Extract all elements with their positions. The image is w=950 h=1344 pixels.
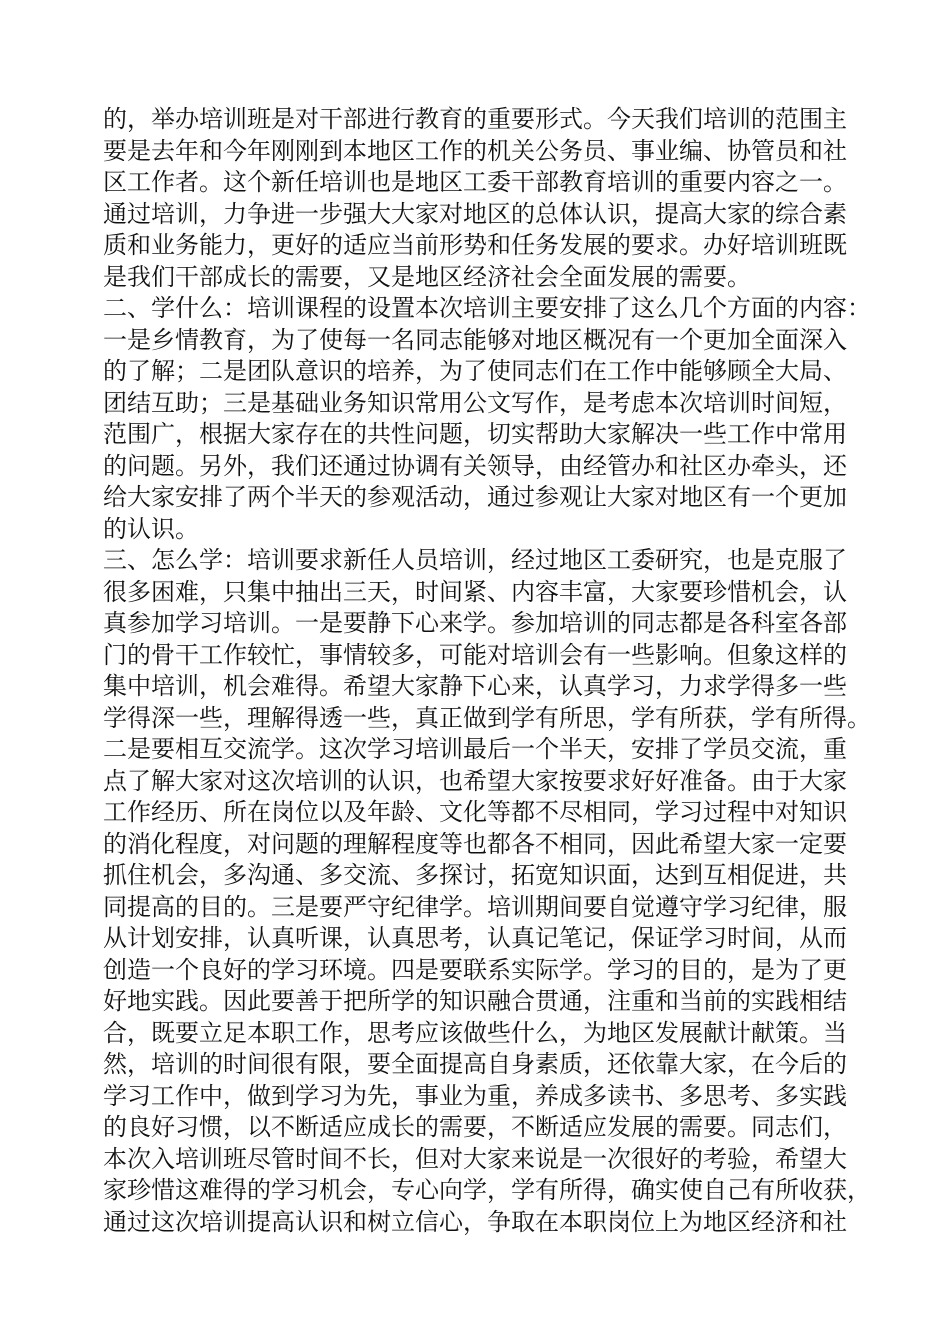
text-line: 很多困难，只集中抽出三天，时间紧、内容丰富，大家要珍惜机会，认 — [103, 577, 847, 606]
text-line: 学得深一些，理解得透一些，真正做到学有所思，学有所获，学有所得。 — [103, 703, 871, 732]
text-line: 一是乡情教育，为了使每一名同志能够对地区概况有一个更加全面深入 — [103, 325, 847, 354]
text-line: 质和业务能力，更好的适应当前形势和任务发展的要求。办好培训班既 — [103, 231, 847, 259]
text-line: 的良好习惯，以不断适应成长的需要，不断适应发展的需要。同志们， — [103, 1113, 847, 1141]
document-body — [103, 104, 871, 1238]
text-line: 家珍惜这难得的学习机会，专心向学，学有所得，确实使自己有所收获， — [103, 1176, 871, 1204]
text-line: 的了解；二是团队意识的培养，为了使同志们在工作中能够顾全大局、 — [103, 357, 847, 385]
text-line: 同提高的目的。三是要严守纪律学。培训期间要自觉遵守学习纪律，服 — [103, 892, 847, 921]
text-line: 区工作者。这个新任培训也是地区工委干部教育培训的重要内容之一。 — [103, 168, 847, 196]
text-line: 然，培训的时间很有限，要全面提高自身素质，还依靠大家，在今后的 — [103, 1050, 847, 1078]
text-line: 本次入培训班尽管时间不长，但对大家来说是一次很好的考验，希望大 — [103, 1144, 847, 1173]
text-line: 的问题。另外，我们还通过协调有关领导，由经管办和社区办牵头，还 — [103, 451, 847, 480]
text-line: 集中培训，机会难得。希望大家静下心来，认真学习，力求学得多一些 — [103, 672, 847, 700]
text-line: 工作经历、所在岗位以及年龄、文化等都不尽相同，学习过程中对知识 — [103, 798, 847, 826]
text-line: 的消化程度，对问题的理解程度等也都各不相同，因此希望大家一定要 — [103, 829, 847, 858]
text-line: 的，举办培训班是对干部进行教育的重要形式。今天我们培训的范围主 — [103, 105, 847, 133]
text-line: 给大家安排了两个半天的参观活动，通过参观让大家对地区有一个更加 — [103, 483, 847, 511]
text-line: 点了解大家对这次培训的认识，也希望大家按要求好好准备。由于大家 — [103, 766, 847, 795]
text-line: 团结互助；三是基础业务知识常用公文写作，是考虑本次培训时间短， — [103, 388, 847, 417]
text-line: 要是去年和今年刚刚到本地区工作的机关公务员、事业编、协管员和社 — [103, 136, 847, 165]
text-line: 好地实践。因此要善于把所学的知识融合贯通，注重和当前的实践相结 — [103, 987, 847, 1015]
text-line: 门的骨干工作较忙，事情较多，可能对培训会有一些影响。但象这样的 — [103, 640, 847, 669]
section-heading-line: 二、学什么：培训课程的设置本次培训主要安排了这么几个方面的内容： — [103, 294, 871, 322]
text-line: 合，既要立足本职工作，思考应该做些什么，为地区发展献计献策。当 — [103, 1018, 847, 1047]
text-line: 范围广，根据大家存在的共性问题，切实帮助大家解决一些工作中常用 — [103, 420, 847, 448]
text-line: 创造一个良好的学习环境。四是要联系实际学。学习的目的，是为了更 — [103, 955, 847, 984]
text-line: 通过这次培训提高认识和树立信心，争取在本职岗位上为地区经济和社 — [103, 1207, 847, 1236]
text-line: 从计划安排，认真听课，认真思考，认真记笔记，保证学习时间，从而 — [103, 924, 847, 952]
text-line: 的认识。 — [103, 514, 199, 543]
text-line: 真参加学习培训。一是要静下心来学。参加培训的同志都是各科室各部 — [103, 609, 847, 637]
section-heading-line: 三、怎么学：培训要求新任人员培训，经过地区工委研究，也是克服了 — [103, 546, 847, 574]
text-line: 二是要相互交流学。这次学习培训最后一个半天，安排了学员交流，重 — [103, 735, 847, 763]
text-line: 通过培训，力争进一步强大大家对地区的总体认识，提高大家的综合素 — [103, 199, 847, 228]
text-line: 抓住机会，多沟通、多交流、多探讨，拓宽知识面，达到互相促进，共 — [103, 861, 847, 889]
text-line: 学习工作中，做到学习为先，事业为重，养成多读书、多思考、多实践 — [103, 1081, 847, 1110]
text-line: 是我们干部成长的需要，又是地区经济社会全面发展的需要。 — [103, 262, 751, 291]
